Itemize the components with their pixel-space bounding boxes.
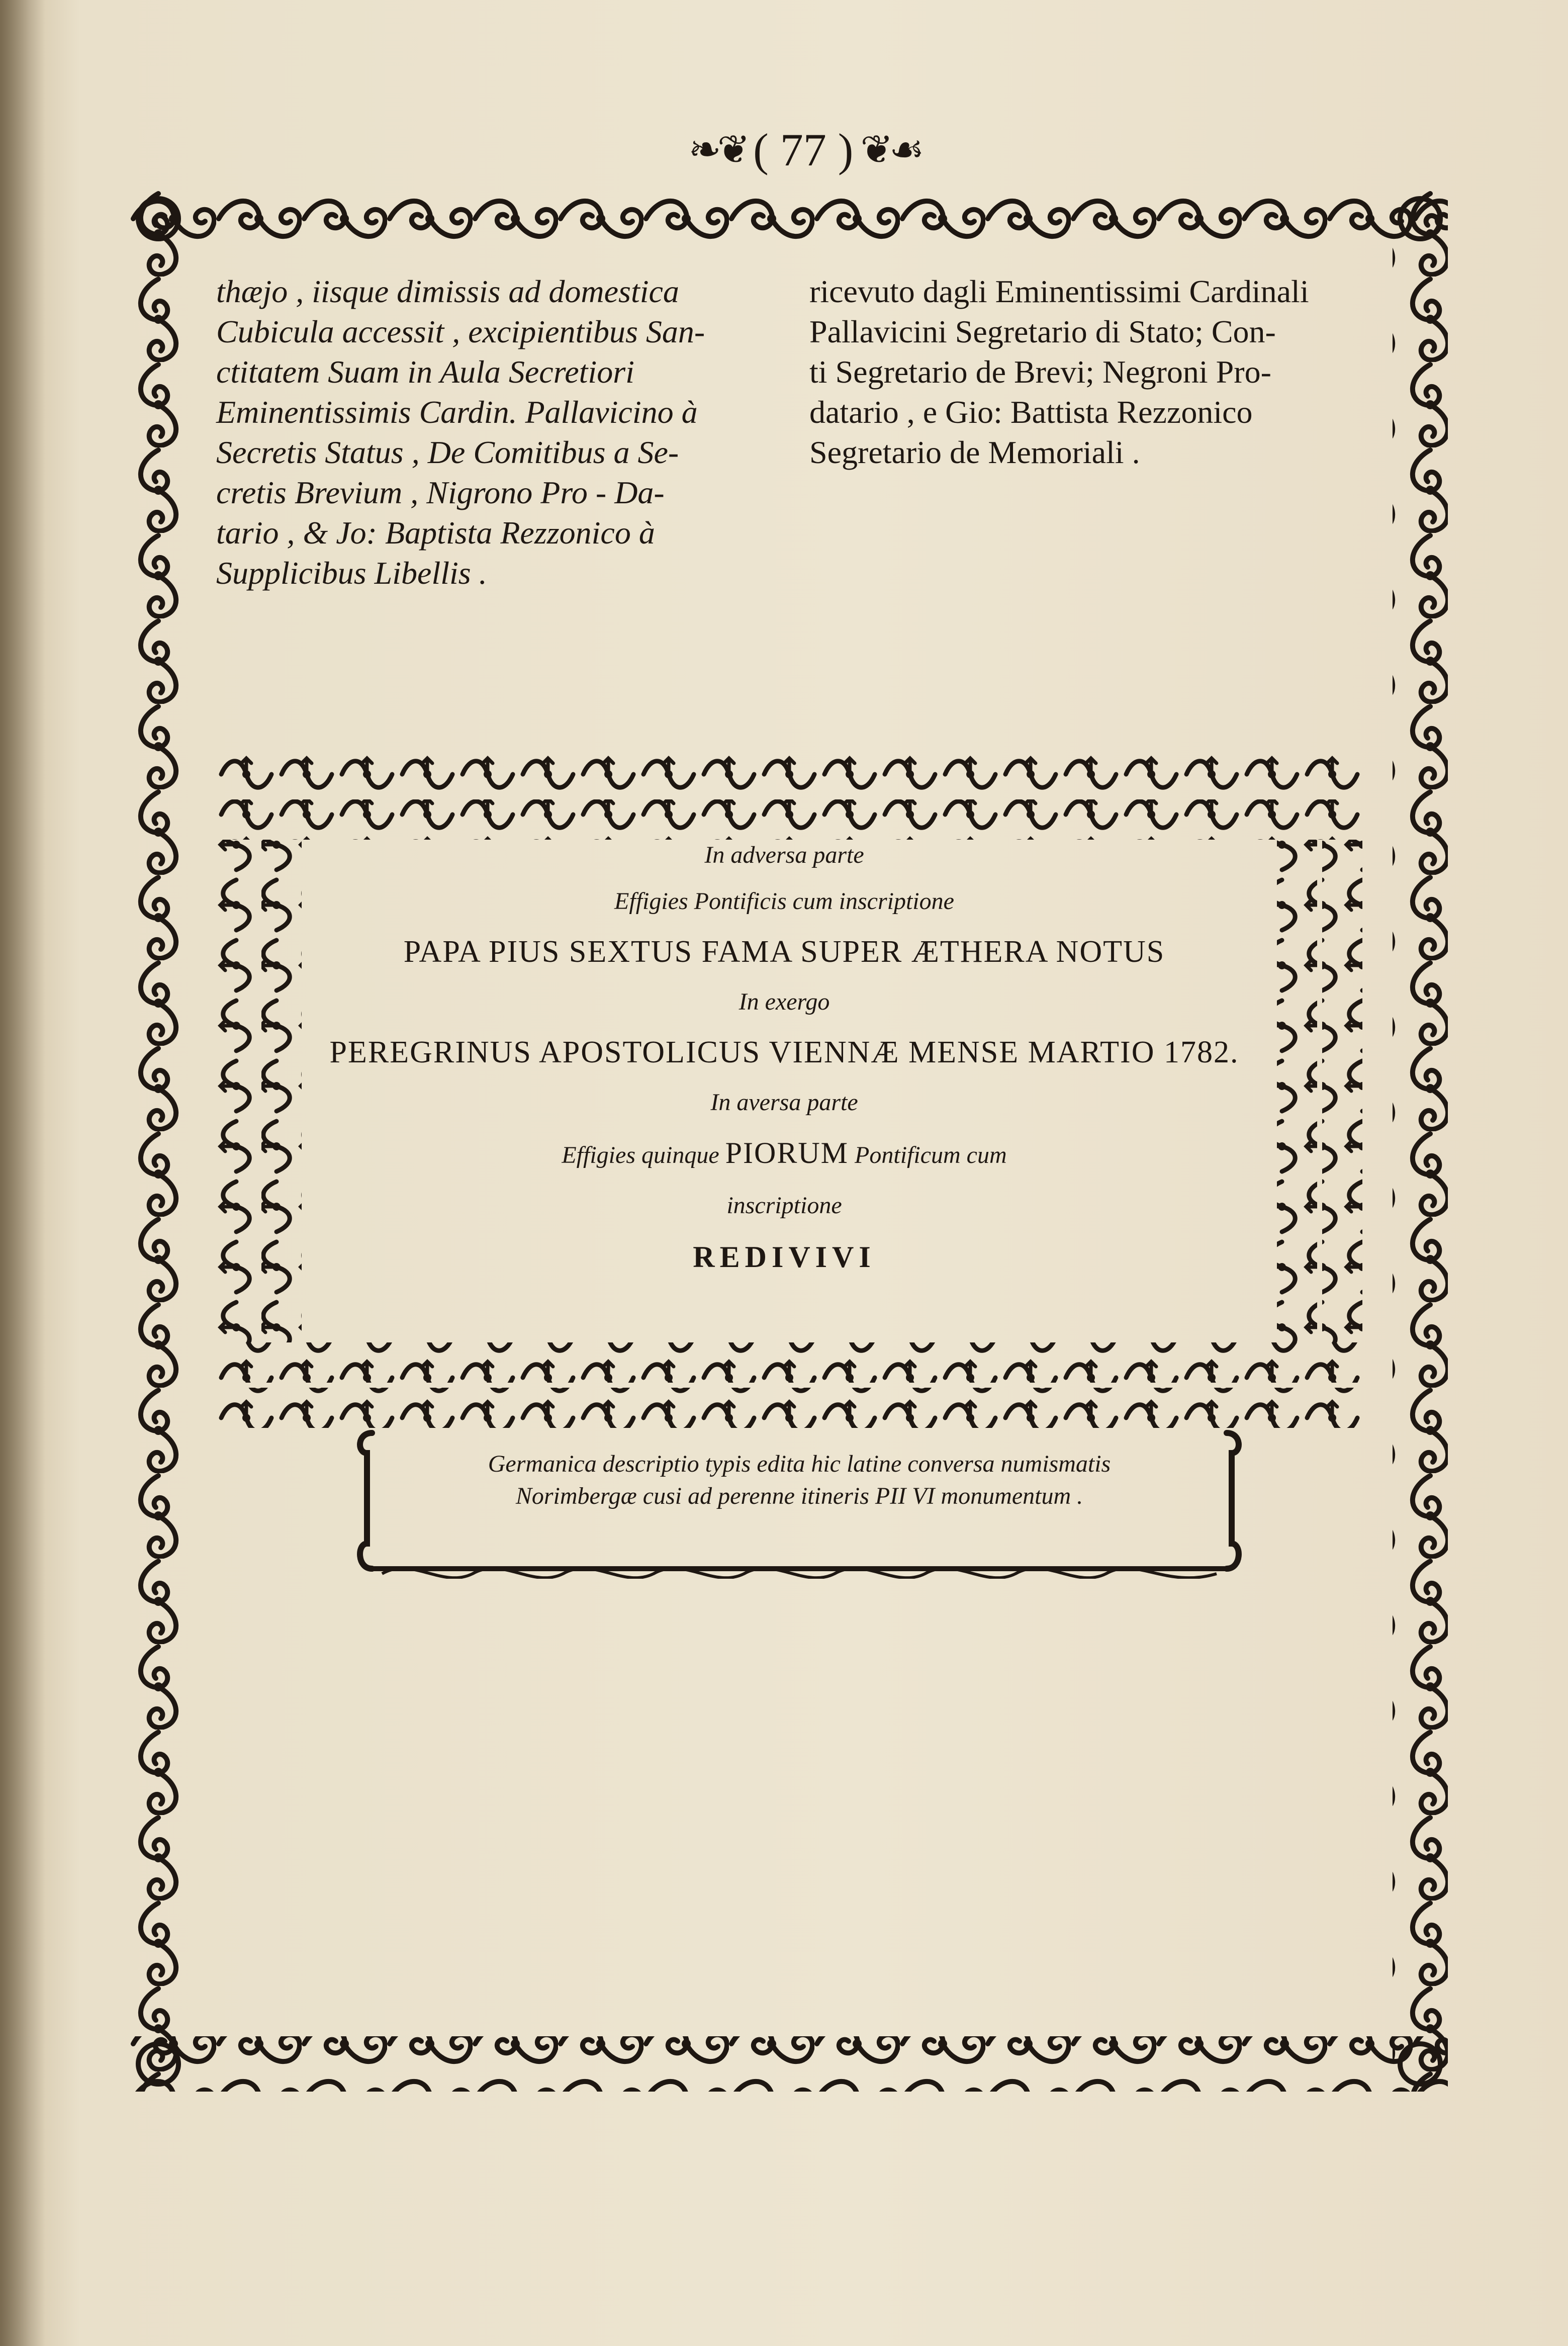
medal-line: In aversa parte — [710, 1089, 858, 1116]
latin-line: Supplicibus Libellis . — [216, 555, 487, 591]
medal-redivivi: REDIVIVI — [693, 1240, 876, 1274]
medal-exergo-caps: PEREGRINUS APOSTOLICUS VIENNÆ MENSE MARTIO 1782. — [329, 1035, 1239, 1069]
italian-column — [809, 272, 1362, 623]
medal-line-part: Effigies quinque — [562, 1142, 719, 1168]
medal-inscription — [282, 832, 1287, 1345]
italian-line: ti Segretario de Brevi; Negroni Pro- — [809, 354, 1271, 390]
medal-line-part: Pontificum cum — [855, 1142, 1007, 1168]
italian-line: Segretario de Memoriali . — [809, 434, 1140, 470]
two-column-text — [216, 272, 1362, 623]
footnote-line: Germanica descriptio typis edita hic latine conversa numismatis — [488, 1451, 1111, 1477]
page-number: ( 77 ) — [753, 124, 854, 175]
medal-line: inscriptione — [726, 1192, 842, 1219]
latin-line: cretis Brevium , Nigrono Pro - Da- — [216, 475, 665, 510]
latin-line: ctitatem Suam in Aula Secretiori — [216, 354, 634, 390]
latin-line: Secretis Status , De Comitibus a Se- — [216, 434, 679, 470]
medal-inscription-caps: PAPA PIUS SEXTUS FAMA SUPER ÆTHERA NOTUS — [403, 935, 1165, 969]
binding-gutter-shadow — [0, 0, 45, 2346]
medal-line: In adversa parte — [704, 842, 864, 868]
latin-line: thæjo , iisque dimissis ad domestica — [216, 274, 679, 309]
footnote-line: Norimbergæ cusi ad perenne itineris PII VI monumentum . — [515, 1483, 1083, 1509]
latin-line: tario , & Jo: Baptista Rezzonico à — [216, 515, 655, 551]
medal-line: Effigies Pontificis cum inscriptione — [614, 888, 954, 915]
italian-line: Pallavicini Segretario di Stato; Con- — [809, 314, 1276, 349]
footnote-text — [402, 1448, 1196, 1512]
latin-column — [216, 272, 774, 623]
medal-line: In exergo — [739, 988, 830, 1015]
medal-line-caps-part: PIORUM — [725, 1136, 849, 1169]
italian-line: datario , e Gio: Battista Rezzonico — [809, 394, 1253, 430]
page-header — [654, 120, 955, 180]
latin-line: Eminentissimis Cardin. Pallavicino à — [216, 394, 698, 430]
latin-line: Cubicula accessit , excipientibus San- — [216, 314, 705, 349]
italian-line: ricevuto dagli Eminentissimi Cardinali — [809, 274, 1309, 309]
left-ornament-icon: ❧❦ — [688, 128, 747, 171]
medal-mixed-line — [282, 1126, 1287, 1183]
right-ornament-icon: ❦☙ — [860, 128, 920, 171]
